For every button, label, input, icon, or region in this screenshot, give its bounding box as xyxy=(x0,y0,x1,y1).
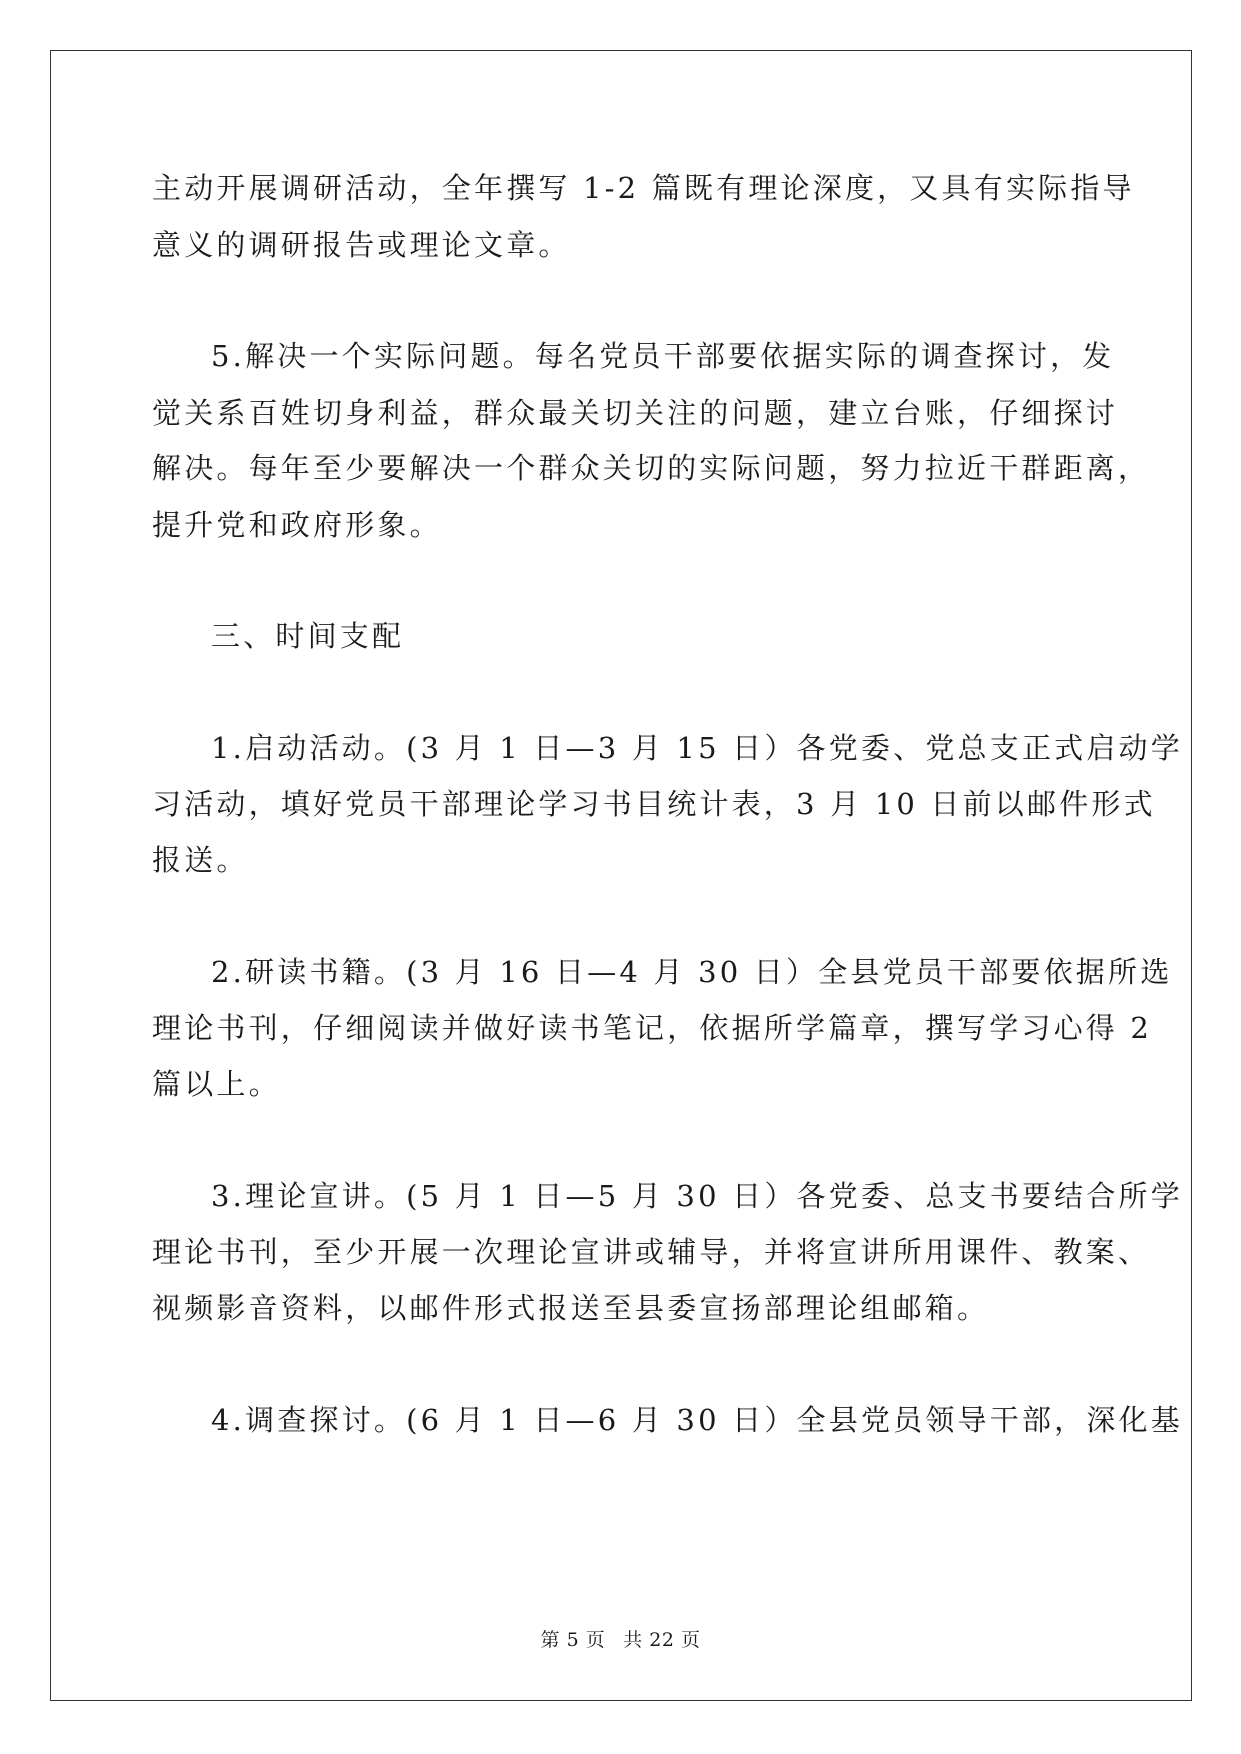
paragraph-line: 1.启动活动。(3 月 1 日—3 月 15 日）各党委、党总支正式启动学 xyxy=(211,731,1183,765)
page-total: 共 22 页 xyxy=(623,1629,701,1651)
paragraph-line: 主动开展调研活动，全年撰写 1-2 篇既有理论深度，又具有实际指导 xyxy=(152,171,1135,205)
paragraph-line: 篇以上。 xyxy=(152,1067,281,1101)
page-footer xyxy=(0,1625,1241,1652)
paragraph-line: 解决。每年至少要解决一个群众关切的实际问题，努力拉近干群距离， xyxy=(152,451,1151,485)
paragraph-line: 报送。 xyxy=(152,843,249,877)
page-number: 第 5 页 xyxy=(540,1629,606,1651)
paragraph-line: 视频影音资料，以邮件形式报送至县委宣扬部理论组邮箱。 xyxy=(152,1291,990,1325)
paragraph-line: 理论书刊，仔细阅读并做好读书笔记，依据所学篇章，撰写学习心得 2 xyxy=(152,1011,1153,1045)
paragraph-line: 提升党和政府形象。 xyxy=(152,508,442,542)
paragraph-line: 觉关系百姓切身利益，群众最关切关注的问题，建立台账，仔细探讨 xyxy=(152,396,1119,430)
paragraph-line: 习活动，填好党员干部理论学习书目统计表，3 月 10 日前以邮件形式 xyxy=(152,787,1156,821)
paragraph-line: 3.理论宣讲。(5 月 1 日—5 月 30 日）各党委、总支书要结合所学 xyxy=(211,1179,1183,1213)
paragraph-line: 理论书刊，至少开展一次理论宣讲或辅导，并将宣讲所用课件、教案、 xyxy=(152,1235,1151,1269)
paragraph-line: 4.调查探讨。(6 月 1 日—6 月 30 日）全县党员领导干部，深化基 xyxy=(211,1403,1183,1437)
paragraph-line: 意义的调研报告或理论文章。 xyxy=(152,228,571,262)
paragraph-line: 2.研读书籍。(3 月 16 日—4 月 30 日）全县党员干部要依据所选 xyxy=(211,955,1173,989)
paragraph-line: 5.解决一个实际问题。每名党员干部要依据实际的调查探讨，发 xyxy=(211,339,1115,373)
section-heading: 三、时间支配 xyxy=(211,619,405,653)
